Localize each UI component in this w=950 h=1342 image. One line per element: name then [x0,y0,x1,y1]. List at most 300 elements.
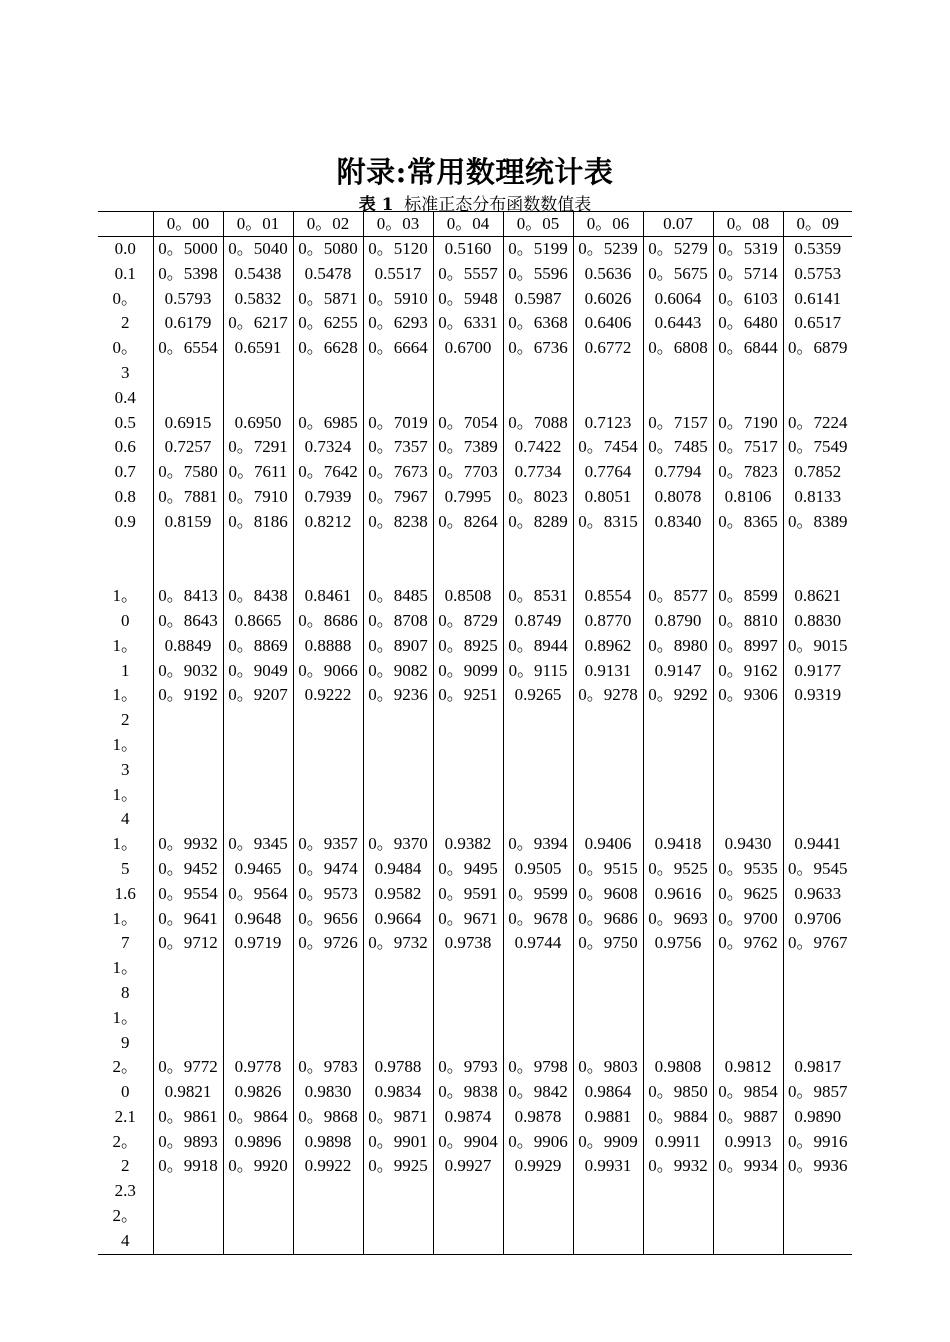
probability-value: 0。9783 [298,1057,358,1077]
probability-value: 0。8365 [718,511,778,531]
probability-cell [643,411,713,585]
z-value-label: 0.7 [114,462,136,482]
z-value-label: 0 [121,610,130,630]
probability-value: 0。9861 [158,1106,218,1126]
probability-value: 0.9898 [304,1131,352,1151]
probability-value: 0.8133 [794,486,842,506]
probability-value: 0.6700 [444,338,492,358]
probability-value: 0.8078 [654,486,702,506]
probability-value: 0。9732 [368,933,428,953]
probability-value: 0。9099 [438,660,498,680]
probability-value: 0。7703 [438,462,498,482]
probability-value: 0.9864 [584,1082,632,1102]
probability-value: 0。5199 [508,239,568,258]
probability-cell [293,584,363,832]
table-row-group [98,584,852,832]
probability-cell [223,1055,293,1254]
probability-value: 0。5675 [648,263,708,283]
probability-cell [363,237,433,411]
probability-value: 0。6736 [508,338,568,358]
probability-value: 0。9916 [788,1131,848,1151]
probability-cell [433,1055,503,1254]
probability-value: 0。5040 [228,239,288,258]
probability-value: 0.7764 [584,462,632,482]
probability-value: 0。9925 [368,1156,428,1176]
probability-value: 0.7734 [514,462,562,482]
probability-value: 0.6443 [654,313,702,333]
probability-value: 0。9798 [508,1057,568,1077]
z-value-cell [98,832,153,1055]
probability-cell [153,832,223,1055]
probability-value: 0。9700 [718,908,778,928]
probability-value: 0.9878 [514,1106,562,1126]
probability-value: 0。6879 [788,338,848,358]
probability-value: 0.6517 [794,313,842,333]
probability-value: 0。8980 [648,635,708,655]
probability-value: 0.9890 [794,1106,842,1126]
probability-value: 0。7823 [718,462,778,482]
probability-value: 0。6985 [298,412,358,432]
probability-value: 0.8830 [794,610,842,630]
probability-value: 0.5832 [234,288,282,308]
z-value-label: 1。 [112,1007,138,1027]
probability-value: 0。9909 [578,1131,638,1151]
probability-value: 0.8790 [654,610,702,630]
probability-value: 0。7224 [788,412,848,432]
probability-value: 0.9911 [654,1131,702,1151]
probability-value: 0.6406 [584,313,632,333]
z-value-label: 0.5 [114,412,136,432]
probability-value: 0。8531 [508,586,568,606]
probability-value: 0.9505 [514,858,562,878]
probability-value: 0。9854 [718,1082,778,1102]
probability-cell [713,832,783,1055]
probability-cell [363,584,433,832]
probability-cell [363,411,433,585]
probability-value: 0.5359 [794,239,842,258]
z-value-label: 0.1 [114,263,136,283]
probability-value: 0.6141 [794,288,842,308]
z-value-label: 1.6 [114,883,136,903]
probability-value: 0.9418 [654,834,702,854]
probability-value: 0。8643 [158,610,218,630]
probability-cell [153,411,223,585]
probability-value: 0。8023 [508,486,568,506]
probability-value: 0.8212 [304,511,352,531]
probability-cell [363,1055,433,1254]
z-value-label: 0.0 [114,239,136,258]
probability-value: 0。7517 [718,437,778,457]
probability-value: 0。9750 [578,933,638,953]
probability-value: 0.9147 [654,660,702,680]
probability-cell [783,584,852,832]
probability-value: 0.9131 [584,660,632,680]
z-value-label: 5 [121,858,130,878]
probability-value: 0。9864 [228,1106,288,1126]
probability-value: 0。5398 [158,263,218,283]
probability-value: 0.7939 [304,486,352,506]
z-value-label: 0。 [112,338,138,358]
probability-cell [433,584,503,832]
probability-value: 0。9767 [788,933,848,953]
probability-cell [153,237,223,411]
probability-value: 0。8729 [438,610,498,630]
probability-value: 0.6179 [164,313,212,333]
probability-value: 0。7642 [298,462,358,482]
probability-value: 0.6950 [234,412,282,432]
probability-value: 0。8599 [718,586,778,606]
probability-cell [433,237,503,411]
column-header: 0。03 [363,212,433,237]
probability-cell [783,411,852,585]
column-header: 0。06 [573,212,643,237]
column-header: 0。08 [713,212,783,237]
probability-value: 0.5160 [444,239,492,258]
probability-value: 0。9678 [508,908,568,928]
z-value-label: 1。 [112,958,138,978]
probability-value: 0。7190 [718,412,778,432]
probability-cell [713,584,783,832]
probability-value: 0。9803 [578,1057,638,1077]
probability-value: 0.9808 [654,1057,702,1077]
probability-value: 0。5910 [368,288,428,308]
probability-value: 0。7580 [158,462,218,482]
probability-value: 0.9756 [654,933,702,953]
probability-value: 0。7673 [368,462,428,482]
probability-value: 0.8051 [584,486,632,506]
probability-value: 0.8962 [584,635,632,655]
probability-value: 0。7881 [158,486,218,506]
probability-value: 0。9573 [298,883,358,903]
probability-value: 0。9452 [158,858,218,878]
probability-value: 0。9345 [228,834,288,854]
probability-value: 0。5239 [578,239,638,258]
probability-cell [573,237,643,411]
probability-value: 0。9932 [648,1156,708,1176]
probability-value: 0。9357 [298,834,358,854]
probability-value: 0。5871 [298,288,358,308]
probability-value: 0.9826 [234,1082,282,1102]
probability-value: 0。8944 [508,635,568,655]
probability-value: 0。9608 [578,883,638,903]
probability-value: 0。7549 [788,437,848,457]
probability-value: 0。9918 [158,1156,218,1176]
probability-value: 0。8925 [438,635,498,655]
z-value-label: 1。 [112,685,138,705]
probability-cell [643,1055,713,1254]
probability-cell [223,411,293,585]
probability-cell [223,832,293,1055]
z-value-label: 1 [121,660,130,680]
probability-value: 0。8485 [368,586,428,606]
z-value-label: 8 [121,982,130,1002]
probability-value: 0。6664 [368,338,428,358]
probability-value: 0。9192 [158,685,218,705]
probability-value: 0.9913 [724,1131,772,1151]
column-header: 0。05 [503,212,573,237]
probability-value: 0.9406 [584,834,632,854]
probability-cell [363,832,433,1055]
probability-value: 0.9177 [794,660,842,680]
probability-value: 0。6217 [228,313,288,333]
probability-value: 0。6368 [508,313,568,333]
probability-cell [713,237,783,411]
probability-value: 0。9545 [788,858,848,878]
z-value-label: 3 [121,362,130,382]
probability-value: 0。7910 [228,486,288,506]
probability-value: 0。9641 [158,908,218,928]
probability-value: 0.9738 [444,933,492,953]
probability-value: 0.8106 [724,486,772,506]
normal-distribution-table [98,211,852,1255]
probability-value: 0。9474 [298,858,358,878]
probability-value: 0.8340 [654,511,702,531]
z-value-label: 2.3 [114,1181,136,1201]
probability-value: 0。8997 [718,635,778,655]
probability-value: 0。9842 [508,1082,568,1102]
probability-cell [783,1055,852,1254]
probability-value: 0.7852 [794,462,842,482]
probability-cell [643,832,713,1055]
probability-value: 0。9884 [648,1106,708,1126]
z-value-label: 2。 [112,1131,138,1151]
probability-value: 0。8315 [578,511,638,531]
probability-value: 0。9772 [158,1057,218,1077]
probability-value: 0。9920 [228,1156,288,1176]
probability-value: 0.9821 [164,1082,212,1102]
probability-value: 0.7995 [444,486,492,506]
probability-value: 0.9812 [724,1057,772,1077]
z-value-label: 2。 [112,1206,138,1226]
column-header: 0。02 [293,212,363,237]
z-value-label: 2 [121,313,130,333]
probability-value: 0。5948 [438,288,498,308]
probability-value: 0。5080 [298,239,358,258]
probability-value: 0。5319 [718,239,778,258]
probability-cell [573,1055,643,1254]
probability-value: 0.8849 [164,635,212,655]
probability-value: 0。7357 [368,437,428,457]
probability-value: 0。9901 [368,1131,428,1151]
probability-value: 0.6064 [654,288,702,308]
z-value-label: 2。 [112,1057,138,1077]
z-value-label: 4 [121,809,130,829]
probability-value: 0.9719 [234,933,282,953]
probability-value: 0。7389 [438,437,498,457]
page-title: 附录:常用数理统计表 [336,155,614,189]
probability-value: 0.9222 [304,685,352,705]
probability-cell [153,1055,223,1254]
probability-value: 0。7967 [368,486,428,506]
probability-value: 0。9032 [158,660,218,680]
header-corner [98,212,153,237]
probability-value: 0.5793 [164,288,212,308]
probability-value: 0。9906 [508,1131,568,1151]
probability-value: 0.9265 [514,685,562,705]
probability-value: 0.9896 [234,1131,282,1151]
probability-value: 0.9931 [584,1156,632,1176]
probability-value: 0。5557 [438,263,498,283]
table-number: 表 1 [358,195,394,215]
probability-value: 0。6293 [368,313,428,333]
probability-value: 0。6554 [158,338,218,358]
probability-value: 0.9744 [514,933,562,953]
probability-value: 0.9616 [654,883,702,903]
column-header: 0。01 [223,212,293,237]
probability-value: 0.8159 [164,511,212,531]
probability-value: 0。9904 [438,1131,498,1151]
probability-value: 0。6844 [718,338,778,358]
probability-value: 0。9049 [228,660,288,680]
z-value-label: 0.6 [114,437,136,457]
column-header: 0.07 [643,212,713,237]
probability-value: 0。9162 [718,660,778,680]
probability-value: 0。9868 [298,1106,358,1126]
probability-value: 0。9656 [298,908,358,928]
probability-value: 0。9934 [718,1156,778,1176]
probability-value: 0.9648 [234,908,282,928]
probability-cell [503,584,573,832]
probability-value: 0。7485 [648,437,708,457]
probability-value: 0。5120 [368,239,428,258]
z-value-label: 0.8 [114,486,136,506]
probability-value: 0。6103 [718,288,778,308]
probability-value: 0.9788 [374,1057,422,1077]
probability-value: 0.6772 [584,338,632,358]
probability-cell [643,237,713,411]
probability-value: 0.9874 [444,1106,492,1126]
probability-value: 0.6026 [584,288,632,308]
probability-value: 0.8749 [514,610,562,630]
probability-value: 0。7611 [228,462,288,482]
probability-value: 0.9706 [794,908,842,928]
probability-value: 0。9115 [508,660,568,680]
probability-value: 0.6591 [234,338,282,358]
probability-cell [573,411,643,585]
probability-cell [783,237,852,411]
probability-cell [643,584,713,832]
probability-value: 0。9671 [438,908,498,928]
z-value-label: 7 [121,933,130,953]
probability-value: 0.9633 [794,883,842,903]
z-value-label: 3 [121,759,130,779]
probability-value: 0。8438 [228,586,288,606]
probability-value: 0.7257 [164,437,212,457]
probability-value: 0.9778 [234,1057,282,1077]
probability-value: 0。9236 [368,685,428,705]
probability-value: 0.9834 [374,1082,422,1102]
probability-value: 0.9922 [304,1156,352,1176]
probability-cell [433,411,503,585]
probability-value: 0。7454 [578,437,638,457]
column-header: 0。09 [783,212,852,237]
probability-value: 0。9625 [718,883,778,903]
probability-value: 0。9762 [718,933,778,953]
z-value-label: 1。 [112,734,138,754]
z-value-cell [98,411,153,585]
probability-value: 0.9817 [794,1057,842,1077]
probability-value: 0.5438 [234,263,282,283]
probability-value: 0.9664 [374,908,422,928]
probability-cell [573,584,643,832]
probability-value: 0。9525 [648,858,708,878]
z-value-label: 1。 [112,908,138,928]
probability-value: 0。9693 [648,908,708,928]
table-row-group [98,832,852,1055]
probability-cell [223,584,293,832]
probability-value: 0.5478 [304,263,352,283]
probability-value: 0。9726 [298,933,358,953]
table-caption-text: 标准正态分布函数数值表 [404,195,592,215]
column-header: 0。00 [153,212,223,237]
probability-value: 0。8289 [508,511,568,531]
probability-value: 0。5714 [718,263,778,283]
table-row-group [98,411,852,585]
probability-value: 0。9370 [368,834,428,854]
column-header: 0。04 [433,212,503,237]
probability-value: 0。9871 [368,1106,428,1126]
probability-value: 0。9015 [788,635,848,655]
probability-value: 0.9582 [374,883,422,903]
probability-value: 0。7291 [228,437,288,457]
probability-cell [713,411,783,585]
z-value-label: 1。 [112,784,138,804]
z-value-label: 9 [121,1032,130,1052]
probability-value: 0。5000 [158,239,218,258]
probability-value: 0.7123 [584,412,632,432]
z-value-label: 0.4 [114,387,136,407]
probability-value: 0。9838 [438,1082,498,1102]
probability-value: 0.9929 [514,1156,562,1176]
probability-value: 0.7324 [304,437,352,457]
probability-value: 0。8264 [438,511,498,531]
probability-value: 0.7794 [654,462,702,482]
probability-value: 0.9927 [444,1156,492,1176]
probability-value: 0。6808 [648,338,708,358]
probability-value: 0。7054 [438,412,498,432]
probability-value: 0。9599 [508,883,568,903]
probability-value: 0。9793 [438,1057,498,1077]
z-value-label: 2.1 [114,1106,136,1126]
probability-value: 0。8686 [298,610,358,630]
probability-value: 0.7422 [514,437,562,457]
probability-value: 0.9881 [584,1106,632,1126]
z-value-label: 0 [121,1082,130,1102]
table-row-group [98,237,852,411]
probability-value: 0。6480 [718,313,778,333]
probability-value: 0。9495 [438,858,498,878]
probability-value: 0.5517 [374,263,422,283]
probability-value: 0。9306 [718,685,778,705]
probability-value: 0。9251 [438,685,498,705]
probability-cell [503,237,573,411]
probability-value: 0。9278 [578,685,638,705]
z-value-label: 1。 [112,635,138,655]
z-value-label: 2 [121,710,130,730]
probability-value: 0.5753 [794,263,842,283]
probability-value: 0。9554 [158,883,218,903]
probability-value: 0.5987 [514,288,562,308]
probability-value: 0。9887 [718,1106,778,1126]
probability-value: 0.6915 [164,412,212,432]
probability-value: 0。9686 [578,908,638,928]
probability-value: 0.9830 [304,1082,352,1102]
z-value-label: 2 [121,1156,130,1176]
probability-cell [293,411,363,585]
header-row [98,212,852,237]
probability-value: 0.8508 [444,586,492,606]
probability-value: 0。9564 [228,883,288,903]
